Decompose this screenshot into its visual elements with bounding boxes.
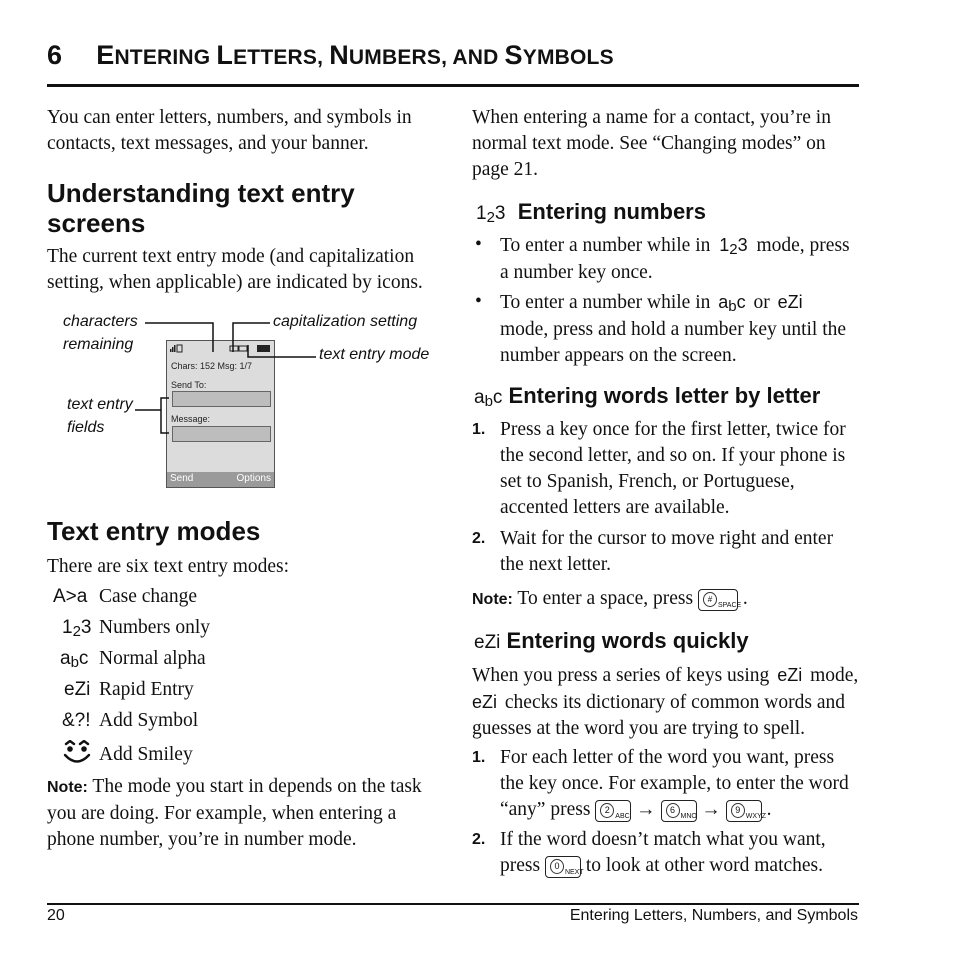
step-number-2: 2. bbox=[472, 831, 486, 848]
softkey-options[interactable]: Options bbox=[236, 473, 271, 484]
paragraph-text: mode, bbox=[810, 665, 859, 686]
bullet-text: or bbox=[753, 292, 770, 313]
alpha-mode-icon: abc bbox=[60, 648, 89, 671]
rapid-entry-icon: eZi bbox=[472, 692, 498, 712]
bullet-text: To enter a number while in bbox=[500, 292, 711, 313]
step-text: to look at other word matches. bbox=[585, 855, 824, 876]
rapid-entry-icon: eZi bbox=[474, 632, 501, 653]
bullet-text: To enter a number while in bbox=[500, 235, 711, 256]
section-title-letter-by-letter bbox=[474, 383, 820, 412]
arrow-icon: → bbox=[636, 799, 656, 820]
numbers-bullet-1 bbox=[500, 232, 860, 286]
label-remaining: remaining bbox=[63, 336, 134, 353]
heading-text: Entering words quickly bbox=[506, 628, 749, 653]
mode-normal-alpha bbox=[53, 646, 206, 673]
quickly-step-1: For each letter of the word you want, press the key once. For example, to enter the word “any” press 2 ABC → 6 MNO → 9 WXYZ . bbox=[500, 747, 849, 820]
label-characters: characters bbox=[63, 313, 138, 330]
space-key-icon: # SPACE bbox=[698, 589, 738, 611]
letter-step-2: Wait for the cursor to move right and enter the next letter. bbox=[500, 528, 834, 575]
label-capitalization: capitalization setting bbox=[273, 313, 418, 330]
letter-step-1: Press a key once for the first letter, twice for the second letter, and so on. If your phone is set to Spanish, French, or Portuguese, accented letters are available. bbox=[500, 419, 846, 518]
modes-note bbox=[47, 774, 437, 853]
label-fields: fields bbox=[67, 419, 105, 436]
note-label: Note: bbox=[472, 591, 513, 608]
softkey-send[interactable]: Send bbox=[170, 473, 194, 484]
section-title-numbers bbox=[476, 199, 706, 228]
rapid-entry-icon: eZi bbox=[777, 665, 803, 685]
mode-label: Case change bbox=[99, 586, 197, 607]
case-change-icon: A>a bbox=[53, 586, 88, 607]
rapid-entry-icon: eZi bbox=[64, 679, 91, 700]
mode-add-smiley bbox=[53, 740, 193, 768]
mode-label: Add Smiley bbox=[99, 744, 193, 765]
mode-numbers bbox=[53, 615, 210, 642]
key-6-icon: 6 MNO bbox=[661, 800, 697, 822]
section-title-understanding: Understanding text entry screens bbox=[47, 178, 355, 238]
send-to-label: Send To: bbox=[171, 380, 207, 390]
intro-paragraph: You can enter letters, numbers, and symbols in contacts, text messages, and your banner. bbox=[47, 107, 412, 154]
step-text: If the word doesn’t match what you want, press bbox=[500, 829, 826, 876]
step-text: For each letter of the word you want, press the key once. For example, to enter the word “any” press bbox=[500, 747, 849, 820]
mode-add-symbol bbox=[53, 708, 198, 734]
section-title-quickly bbox=[474, 628, 749, 656]
heading-text: Entering numbers bbox=[517, 199, 706, 224]
bullet-text: mode, press and hold a number key until the number appears on the screen. bbox=[500, 319, 847, 366]
bullet-dot: • bbox=[475, 291, 482, 312]
bullet-dot: • bbox=[475, 234, 482, 255]
quickly-step-2 bbox=[500, 827, 862, 879]
footer-title: Entering Letters, Numbers, and Symbols bbox=[569, 907, 858, 924]
paragraph-text: When you press a series of keys using bbox=[472, 665, 770, 686]
label-text-entry: text entry bbox=[67, 396, 133, 413]
section-body-understanding: The current text entry mode (and capitalization setting, when applicable) are indicated by icons. bbox=[47, 246, 423, 293]
paragraph-text: checks its dictionary of common words and guesses at the word you are trying to spell. bbox=[472, 692, 845, 739]
key-2-icon: 2 ABC bbox=[595, 800, 631, 822]
section-title-modes: Text entry modes bbox=[47, 516, 261, 546]
note-text: To enter a space, press bbox=[517, 588, 694, 609]
alpha-mode-icon: abc bbox=[474, 387, 503, 410]
note-text: The mode you start in depends on the task you are doing. For example, when entering a phone number, you’re in number mode. bbox=[47, 776, 422, 850]
note-label: Note: bbox=[47, 779, 88, 796]
mode-label: Numbers only bbox=[99, 617, 211, 638]
mode-rapid-entry bbox=[53, 677, 194, 703]
symbol-mode-icon: &?! bbox=[62, 710, 91, 731]
mode-label: Normal alpha bbox=[99, 648, 206, 669]
rapid-entry-icon: eZi bbox=[777, 292, 803, 312]
step-number-1: 1. bbox=[472, 749, 486, 766]
arrow-icon: → bbox=[701, 799, 721, 820]
mode-label: Rapid Entry bbox=[99, 679, 194, 700]
bullet-text: mode, press a number key once. bbox=[500, 235, 850, 283]
mode-case-change bbox=[53, 584, 197, 610]
smiley-icon bbox=[53, 740, 99, 768]
alpha-mode-icon: abc bbox=[718, 292, 746, 315]
numbers-mode-icon: 123 bbox=[719, 235, 748, 258]
right-intro: When entering a name for a contact, you’re in normal text mode. See “Changing modes” on page 21. bbox=[472, 107, 831, 180]
numbers-bullet-2 bbox=[500, 289, 860, 369]
chapter-number: 6 bbox=[47, 40, 63, 70]
step-number-2: 2. bbox=[472, 530, 486, 547]
chars-counter: Chars: 152 Msg: 1/7 bbox=[171, 361, 253, 371]
footer-rule bbox=[47, 903, 859, 905]
numbers-mode-icon: 123 bbox=[476, 203, 506, 226]
numbers-mode-icon: 123 bbox=[62, 617, 92, 640]
mode-label: Add Symbol bbox=[99, 710, 199, 731]
page-number: 20 bbox=[47, 907, 65, 924]
message-label: Message: bbox=[171, 414, 211, 424]
quickly-paragraph bbox=[472, 662, 862, 742]
step-number-1: 1. bbox=[472, 421, 486, 438]
modes-intro: There are six text entry modes: bbox=[47, 556, 290, 577]
letter-note: Note: To enter a space, press # SPACE . bbox=[472, 588, 748, 609]
chapter-title-text: ENTERING LETTERS, NUMBERS, AND SYMBOLS bbox=[96, 40, 614, 70]
label-text-entry-mode: text entry mode bbox=[319, 346, 430, 363]
key-0-next-icon: 0 NEXT bbox=[545, 856, 581, 878]
key-9-icon: 9 WXYZ bbox=[726, 800, 762, 822]
heading-text: Entering words letter by letter bbox=[508, 383, 821, 408]
